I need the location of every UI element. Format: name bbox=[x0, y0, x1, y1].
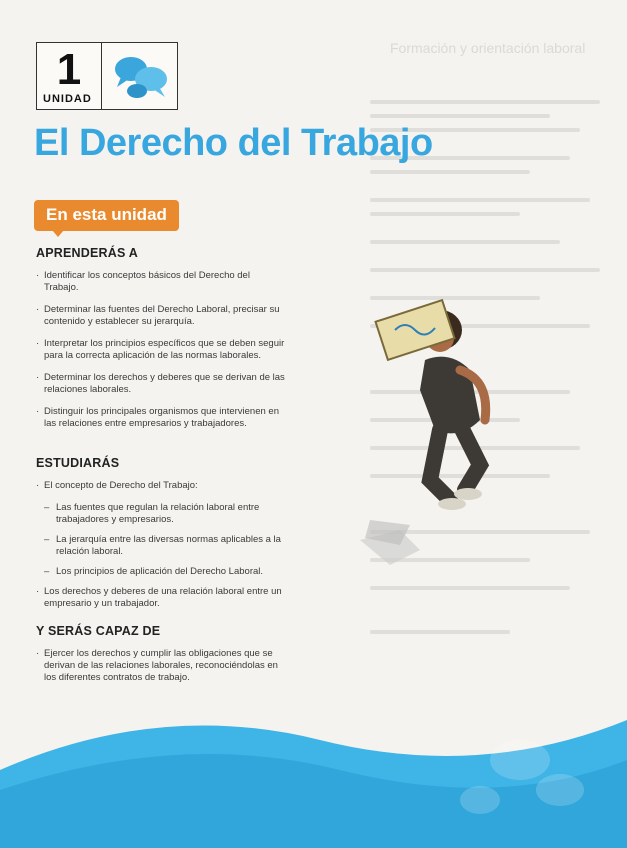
seras-capaz-section bbox=[36, 624, 286, 694]
list-item: · Ejercer los derechos y cumplir las obligaciones que se derivan de las relaciones laborales, reconociéndolas en los diferentes contratos de trabajo. bbox=[36, 648, 286, 684]
jumping-person-illustration bbox=[340, 290, 520, 570]
list-item: · Interpretar los principios específicos que se deben seguir para la correcta aplicación de las normas laborales. bbox=[36, 338, 286, 362]
estudiaras-section bbox=[36, 456, 286, 620]
list-item: · Los derechos y deberes de una relación laboral entre un empresario y un trabajador. bbox=[36, 586, 286, 610]
seras-capaz-heading: Y SERÁS CAPAZ DE bbox=[36, 624, 161, 638]
unit-number: 1 bbox=[56, 45, 82, 94]
list-subitem: – Las fuentes que regulan la relación laboral entre trabajadores y empresarios. bbox=[36, 502, 286, 526]
decorative-wave bbox=[0, 700, 627, 848]
list-item: · Determinar las fuentes del Derecho Laboral, precisar su contenido y establecer su jerarquía. bbox=[36, 304, 286, 328]
page-title: El Derecho del Trabajo bbox=[34, 122, 433, 164]
ghost-header: Formación y orientación laboral bbox=[390, 40, 586, 56]
list-item: · Determinar los derechos y deberes que se derivan de las relaciones laborales. bbox=[36, 372, 286, 396]
aprenderas-section bbox=[36, 246, 286, 440]
list-subitem: – La jerarquía entre las diversas normas aplicables a la relación laboral. bbox=[36, 534, 286, 558]
estudiaras-heading: ESTUDIARÁS bbox=[36, 456, 120, 470]
list-item: · Identificar los conceptos básicos del Derecho del Trabajo. bbox=[36, 270, 286, 294]
unit-label: UNIDAD bbox=[43, 93, 92, 105]
aprenderas-heading: APRENDERÁS A bbox=[36, 246, 138, 260]
unit-divider bbox=[101, 43, 102, 109]
speech-bubbles-icon bbox=[109, 49, 173, 105]
list-item: · El concepto de Derecho del Trabajo: bbox=[36, 480, 286, 492]
section-tag: En esta unidad bbox=[34, 200, 179, 231]
list-item: · Distinguir los principales organismos que intervienen en las relaciones entre empresarios y trabajadores. bbox=[36, 406, 286, 430]
list-subitem: – Los principios de aplicación del Derecho Laboral. bbox=[36, 566, 286, 578]
unit-badge bbox=[36, 42, 178, 110]
